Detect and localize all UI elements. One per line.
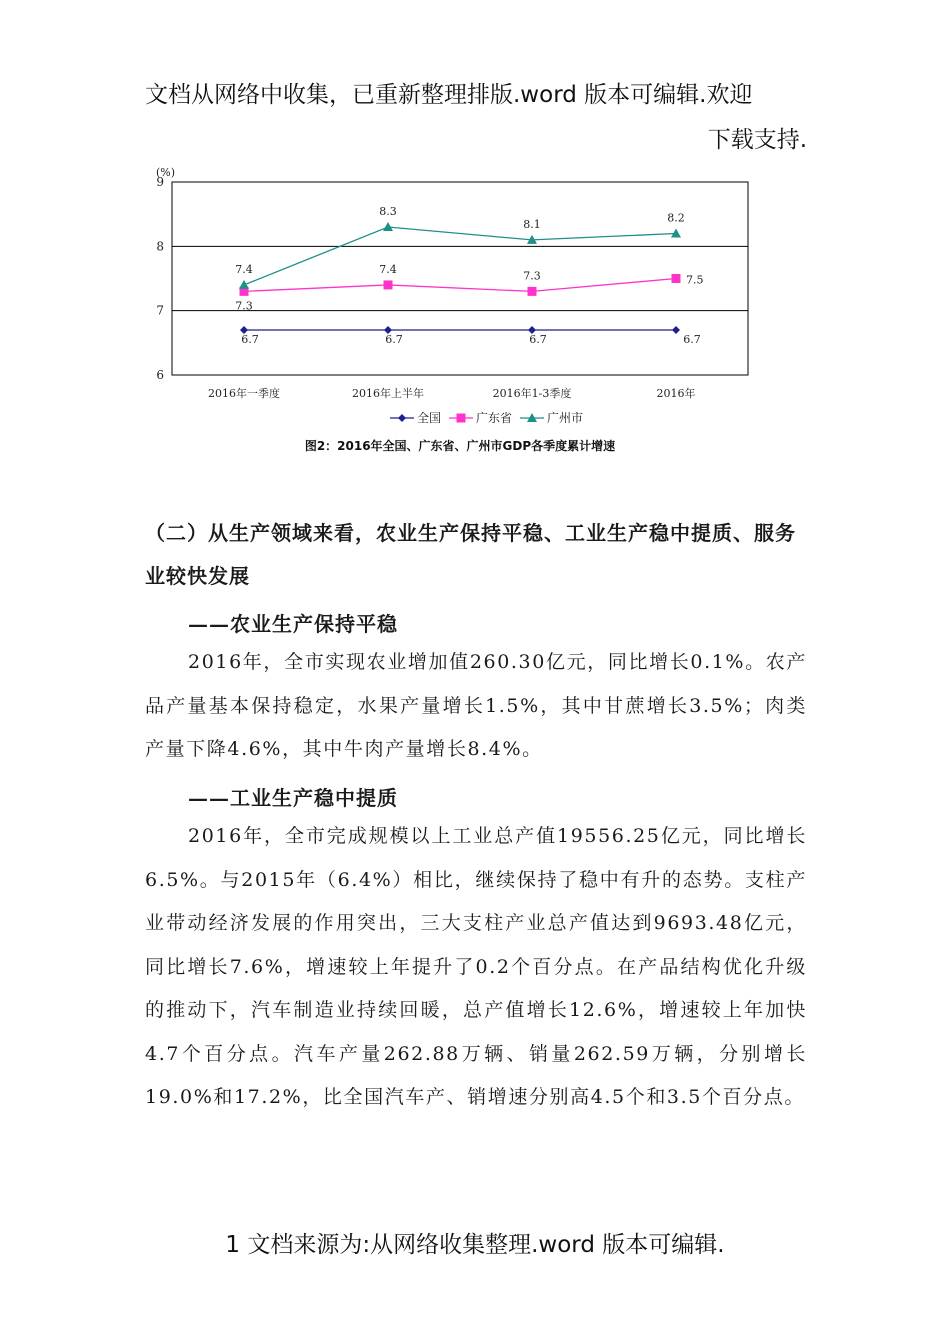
data-label: 6.7 [241, 332, 259, 346]
data-label: 7.3 [235, 299, 253, 313]
data-label: 7.5 [686, 273, 704, 287]
legend-marker [398, 414, 406, 422]
y-tick-label: 9 [156, 175, 164, 189]
series-layer [239, 222, 681, 334]
y-tick-label: 7 [156, 303, 164, 318]
data-point [383, 222, 393, 231]
data-label: 8.2 [667, 211, 685, 225]
series-line [244, 227, 676, 285]
subheading-industry: ——工业生产稳中提质 [188, 786, 398, 810]
data-label: 6.7 [683, 332, 701, 346]
page-footer: 1 文档来源为:从网络收集整理.word 版本可编辑. [225, 1232, 725, 1258]
data-label-layer [235, 205, 703, 346]
data-label: 8.1 [523, 217, 541, 231]
series-line [244, 279, 676, 292]
legend-marker [457, 414, 466, 423]
y-tick-layer [156, 175, 164, 382]
data-label: 7.4 [379, 262, 397, 276]
chart-svg [140, 160, 780, 460]
chart-unit-label: (%) [156, 166, 176, 179]
x-tick-label: 2016年1-3季度 [492, 387, 572, 400]
x-tick-label: 2016年上半年 [352, 387, 424, 400]
data-point [672, 274, 681, 283]
data-point [239, 280, 249, 289]
legend-label: 全国 [417, 411, 442, 425]
legend-label: 广州市 [547, 411, 584, 425]
data-label: 8.3 [379, 205, 397, 219]
y-tick-label: 8 [156, 239, 164, 254]
legend [390, 410, 583, 425]
data-label: 6.7 [385, 332, 403, 346]
chart-caption: 图2：2016年全国、广东省、广州市GDP各季度累计增速 [304, 439, 616, 453]
data-point [671, 228, 681, 237]
data-label: 6.7 [529, 332, 547, 346]
x-tick-layer [208, 386, 696, 400]
gdp-growth-chart [140, 160, 780, 460]
data-point [384, 280, 393, 289]
header-line-1: 文档从网络中收集，已重新整理排版.word 版本可编辑.欢迎 [145, 82, 753, 108]
subheading-agriculture: ——农业生产保持平稳 [188, 612, 398, 636]
paragraph-industry: 2016年，全市完成规模以上工业总产值19556.25亿元，同比增长6.5%。与2015年（6.4%）相比，继续保持了稳中有升的态势。支柱产业带动经济发展的作用突出，三大支柱产业总产值达到9693.48亿元，同比增长7.6%，增速较上年提升了0.2个百分点。在产品结构优化升级的推动下，汽车制造业持续回暖，总产值增长12.6%，增速较上年加快4.7个百分点。汽车产量262.88万辆、销量262.59万辆，分别增长19.0%和17.2%，比全国汽车产、销增速分别高4.5个和3.5个百分点。 [145, 825, 807, 1108]
x-tick-label: 2016年一季度 [208, 387, 280, 400]
data-point [528, 287, 537, 296]
section-heading: （二）从生产领域来看，农业生产保持平稳、工业生产稳中提质、服务业较快发展 [145, 521, 796, 588]
y-tick-label: 6 [156, 368, 164, 382]
paragraph-agriculture: 2016年，全市实现农业增加值260.30亿元，同比增长0.1%。农产品产量基本保持稳定，水果产量增长1.5%，其中甘蔗增长3.5%；肉类产量下降4.6%，其中牛肉产量增长8.4%。 [145, 651, 807, 760]
header-line-2: 下载支持. [707, 127, 807, 153]
x-tick-label: 2016年 [656, 387, 696, 400]
data-label: 7.3 [523, 269, 541, 283]
legend-label: 广东省 [476, 411, 513, 425]
data-point [672, 326, 680, 334]
data-label: 7.4 [235, 262, 253, 276]
